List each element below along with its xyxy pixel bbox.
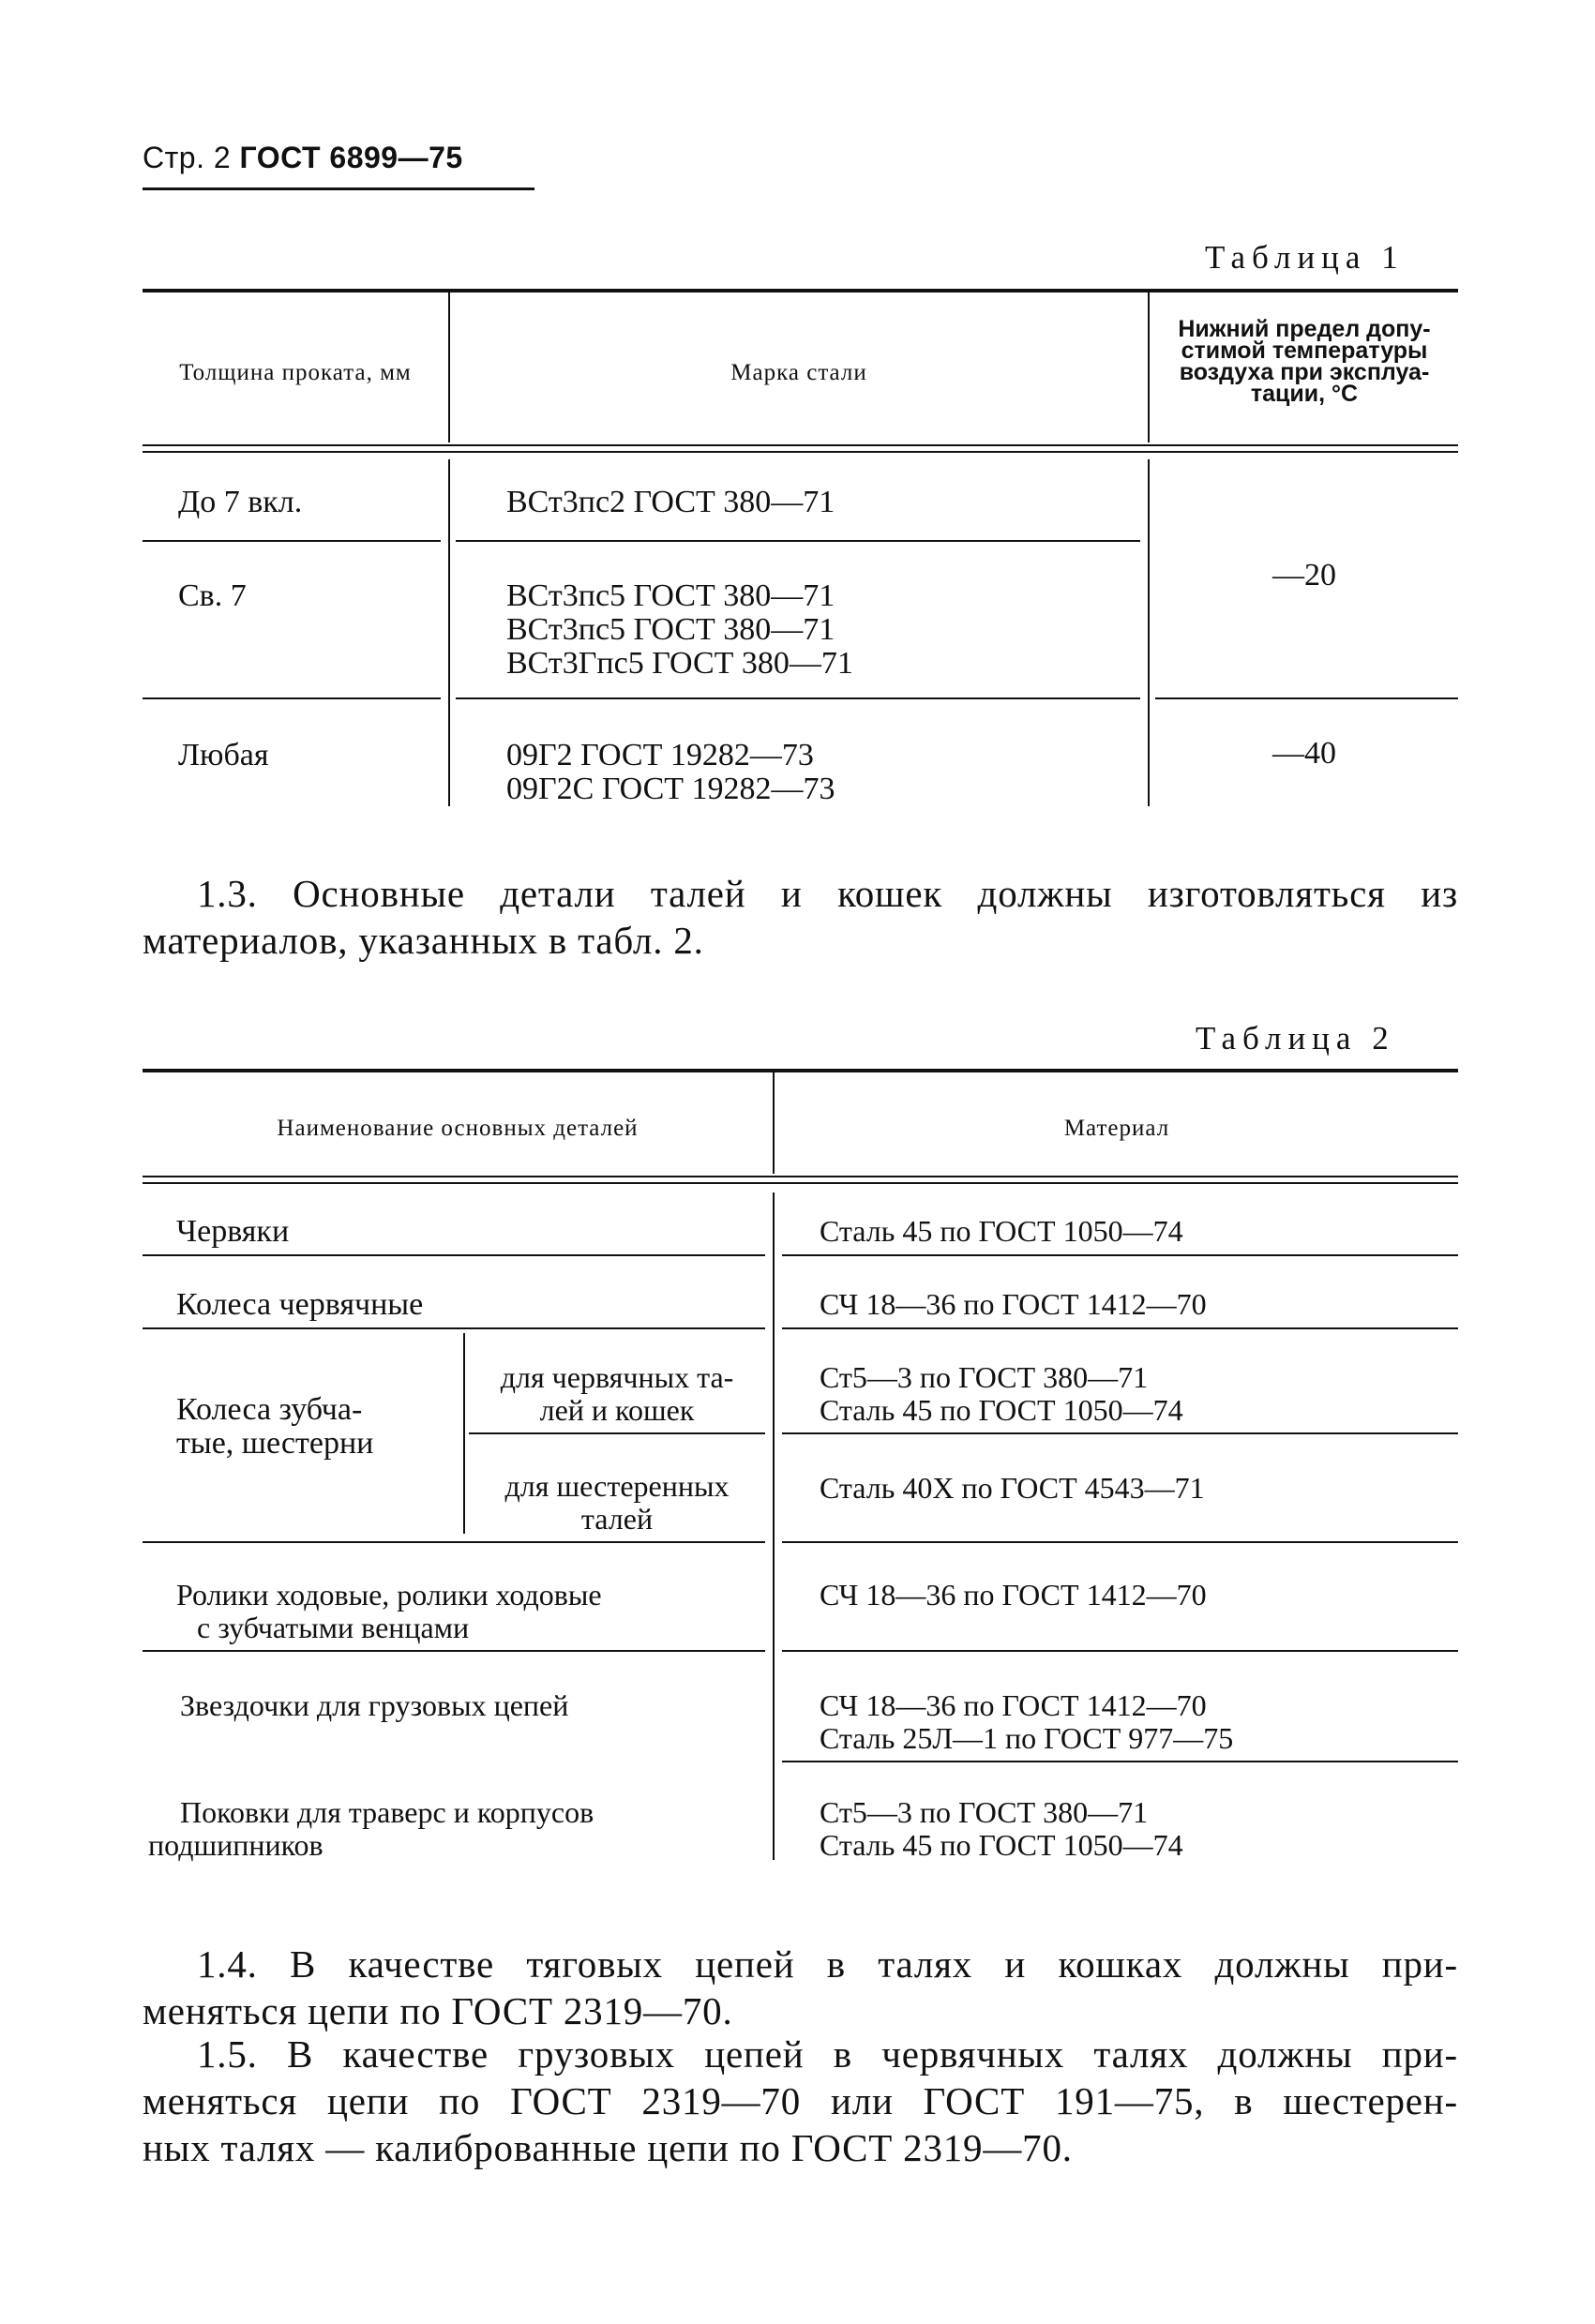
table2-material bbox=[820, 1689, 1233, 1755]
table2-part-line: подшипников bbox=[148, 1828, 324, 1862]
table1-header-rule bbox=[143, 451, 1458, 453]
paragraph-line: 1.4. В качестве тяговых цепей в талях и кошках должны при- bbox=[197, 1942, 1458, 1986]
table2-row-rule bbox=[782, 1432, 1458, 1434]
table1-grade: ВСт3пс5 ГОСТ 380—71 bbox=[506, 578, 835, 613]
table2-part-line: Колеса зубча- bbox=[176, 1392, 363, 1427]
table2-material: СЧ 18—36 по ГОСТ 1412—70 bbox=[820, 1578, 1207, 1612]
table2-subpart-line: для шестеренных bbox=[504, 1469, 730, 1503]
paragraph-line: материалов, указанных в табл. 2. bbox=[143, 919, 704, 962]
table2-material: СЧ 18—36 по ГОСТ 1412—70 bbox=[820, 1287, 1207, 1321]
page-number: Стр. 2 bbox=[143, 141, 232, 174]
header-rule bbox=[143, 187, 534, 190]
table2-subpart bbox=[469, 1470, 765, 1536]
table2-material-line: Сталь 45 по ГОСТ 1050—74 bbox=[820, 1393, 1183, 1427]
table1-grade: 09Г2С ГОСТ 19282—73 bbox=[506, 772, 835, 806]
table2-part: Звездочки для грузовых цепей bbox=[180, 1688, 569, 1722]
table2-part-line: Ролики ходовые, ролики ходовые bbox=[176, 1578, 602, 1612]
table2-part-line: Поковки для траверс и корпусов bbox=[180, 1795, 594, 1829]
paragraph-line: 1.3. Основные детали талей и кошек должны изготовляться из bbox=[197, 872, 1458, 915]
paragraph-line: меняться цепи по ГОСТ 2319—70. bbox=[143, 1989, 733, 2032]
table2-part bbox=[148, 1796, 594, 1862]
table2-top-rule bbox=[143, 1069, 1458, 1072]
table1-temperature: —20 bbox=[1272, 558, 1336, 592]
table2-subpart-line: талей bbox=[580, 1502, 654, 1536]
table1-temperature: —40 bbox=[1272, 736, 1336, 771]
paragraph-1-5 bbox=[143, 2031, 1458, 2171]
table1-grade: ВСт3Гпс5 ГОСТ 380—71 bbox=[506, 646, 853, 681]
table2-part: Колеса червячные bbox=[176, 1287, 424, 1322]
table2-subpart bbox=[469, 1361, 765, 1427]
table2-part-line: с зубчатыми венцами bbox=[197, 1611, 470, 1644]
table2-sub-vline bbox=[463, 1333, 465, 1534]
table2-material-line: Сталь 25Л—1 по ГОСТ 977—75 bbox=[820, 1721, 1234, 1755]
table2-row-rule bbox=[143, 1254, 765, 1256]
standard-code: ГОСТ 6899—75 bbox=[239, 141, 463, 174]
table1-row-rule bbox=[456, 540, 1140, 542]
table2-part bbox=[176, 1393, 373, 1461]
table1-grade: ВСт3пс5 ГОСТ 380—71 bbox=[506, 612, 835, 647]
table1-thickness: До 7 вкл. bbox=[178, 485, 303, 519]
table1-caption: Таблица 1 bbox=[1205, 239, 1405, 276]
table1-grade: 09Г2 ГОСТ 19282—73 bbox=[506, 738, 814, 772]
table1-col-temperature bbox=[1150, 316, 1459, 407]
table2-row-rule bbox=[469, 1432, 765, 1434]
table2-material-line: Ст5—3 по ГОСТ 380—71 bbox=[820, 1360, 1149, 1394]
table1-col-temperature-line: тации, °С bbox=[1250, 381, 1359, 407]
paragraph-line: ных талях — калиброванные цепи по ГОСТ 2319—70. bbox=[143, 2126, 1073, 2169]
table2-vline bbox=[773, 1192, 775, 1860]
table1-col-temperature-line: Нижний предел допу- bbox=[1178, 316, 1431, 342]
table2-header-rule bbox=[143, 1182, 1458, 1184]
table2-material-line: Сталь 45 по ГОСТ 1050—74 bbox=[820, 1828, 1183, 1862]
table2-row-rule bbox=[782, 1650, 1458, 1652]
table1-row-rule bbox=[456, 697, 1140, 699]
table2-col-material: Материал bbox=[1063, 1116, 1170, 1141]
table2-row-rule bbox=[782, 1541, 1458, 1543]
table1-col-grade: Марка стали bbox=[730, 360, 867, 385]
table2-material: Сталь 40Х по ГОСТ 4543—71 bbox=[820, 1471, 1205, 1505]
table2-row-rule bbox=[782, 1254, 1458, 1256]
table2-part bbox=[176, 1579, 602, 1644]
table1-vline bbox=[448, 459, 450, 806]
table2-subpart-line: для червячных та- bbox=[500, 1360, 734, 1394]
table2-material bbox=[820, 1361, 1183, 1427]
table2-part-line: тые, шестерни bbox=[176, 1426, 374, 1461]
table2-caption: Таблица 2 bbox=[1196, 1020, 1395, 1057]
table1-thickness: Св. 7 bbox=[178, 578, 247, 613]
table1-top-rule bbox=[143, 289, 1458, 292]
table1-col-temperature-line: стимой температуры bbox=[1181, 337, 1428, 364]
table2-row-rule bbox=[143, 1541, 765, 1543]
table1-grade-list bbox=[506, 579, 853, 681]
paragraph-line: меняться цепи по ГОСТ 2319—70 или ГОСТ 191—75, в шестерен- bbox=[143, 2079, 1458, 2122]
table2-material-line: Ст5—3 по ГОСТ 380—71 bbox=[820, 1795, 1149, 1829]
table2-material bbox=[820, 1796, 1183, 1862]
table2-row-rule bbox=[143, 1327, 765, 1329]
table2-row-rule bbox=[143, 1650, 765, 1652]
table2-subpart-line: лей и кошек bbox=[539, 1393, 695, 1427]
table2-header-rule bbox=[143, 1176, 1458, 1177]
table2-material: Сталь 45 по ГОСТ 1050—74 bbox=[820, 1214, 1183, 1248]
table2-part: Червяки bbox=[176, 1214, 290, 1249]
table2-row-rule bbox=[782, 1327, 1458, 1329]
table1-header-rule bbox=[143, 444, 1458, 446]
table2-row-rule bbox=[782, 1761, 1458, 1762]
table1-grade-list bbox=[506, 739, 835, 806]
table1-col-temperature-line: воздуха при эксплуа- bbox=[1179, 359, 1430, 385]
paragraph-1-4 bbox=[143, 1941, 1458, 2034]
table1-row-rule bbox=[1155, 697, 1458, 699]
page-header bbox=[143, 141, 463, 175]
paragraph-1-3 bbox=[143, 870, 1458, 964]
table1-row-rule bbox=[143, 540, 441, 542]
table1-col-thickness: Толщина проката, мм bbox=[179, 360, 412, 385]
paragraph-line: 1.5. В качестве грузовых цепей в червячных талях должны при- bbox=[197, 2032, 1458, 2076]
table1-thickness: Любая bbox=[178, 738, 269, 772]
table1-row-rule bbox=[143, 697, 441, 699]
table1-grade: ВСт3пс2 ГОСТ 380—71 bbox=[506, 485, 835, 519]
table2-col-part: Наименование основных деталей bbox=[277, 1116, 639, 1141]
table2-material-line: СЧ 18—36 по ГОСТ 1412—70 bbox=[820, 1688, 1207, 1722]
